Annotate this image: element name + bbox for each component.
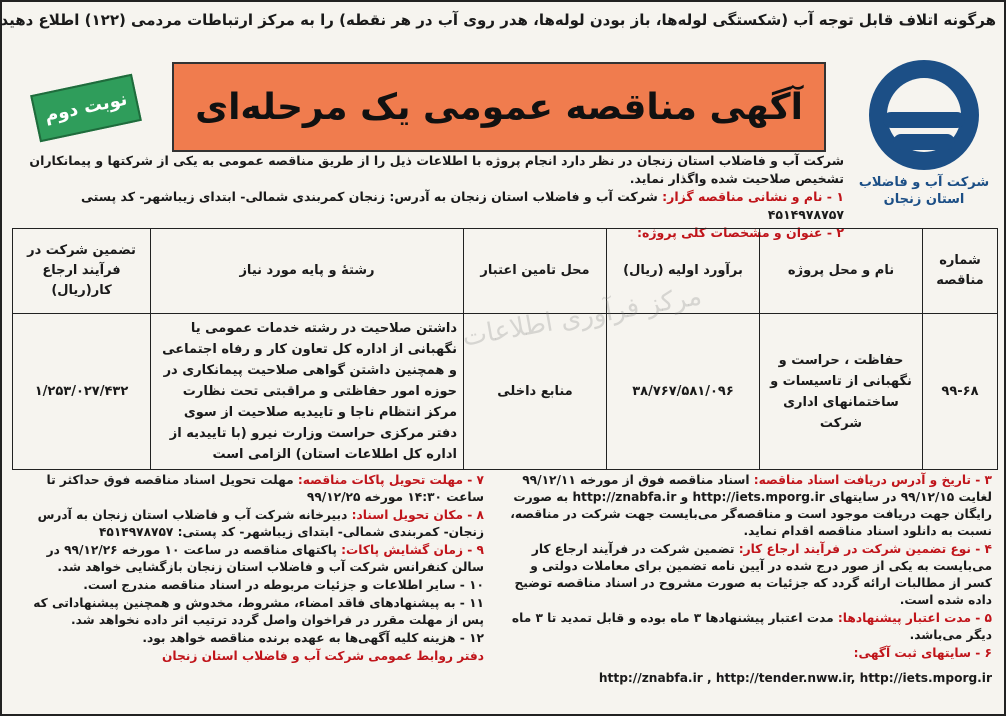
p3-label: ۳ - تاریخ و آدرس دریافت اسناد مناقصه: <box>753 473 992 487</box>
p12-text: ۱۲ - هزینه کلیه آگهی‌ها به عهده برنده مناقصه خواهد بود. <box>142 631 484 645</box>
p5-label: ۵ - مدت اعتبار پیشنهادها: <box>837 611 992 625</box>
project-table <box>12 228 998 470</box>
p7-label: ۷ - مهلت تحویل پاکات مناقصه: <box>297 473 484 487</box>
header-project: نام و محل پروژه <box>760 229 923 314</box>
header-funding: محل تامین اعتبار <box>464 229 607 314</box>
p4-text: تضمین شرکت در فرآیند ارجاع کار می‌بایست به یکی از صور درج شده در آیین نامه تضمین برای معاملات دولتی و کسر از مطالبات ارائه گردد که جزئیات به صورت مشروح در اسناد مناقصه توضیح داده شده است. <box>514 542 992 607</box>
header-estimate: برآورد اولیه (ریال) <box>607 229 760 314</box>
notice-title: آگهی مناقصه عمومی یک مرحله‌ای <box>172 62 826 152</box>
p9-label: ۹ - زمان گشایش پاکات: <box>341 543 484 557</box>
p6-label: ۶ - سایتهای ثبت آگهی: <box>853 646 992 660</box>
p8-label: ۸ - مکان تحویل اسناد: <box>351 508 484 522</box>
right-column <box>506 472 992 687</box>
header-guarantee: تضمین شرکت در فرآیند ارجاع کار(ریال) <box>13 229 151 314</box>
second-round-badge: نوبت دوم <box>30 74 142 143</box>
header-number: شماره مناقصه <box>923 229 998 314</box>
company-logo <box>858 60 990 210</box>
left-column <box>14 472 484 666</box>
cell-guarantee: ۱/۲۵۳/۰۲۷/۴۳۲ <box>13 314 151 470</box>
item1-text: شرکت آب و فاضلاب استان زنجان به آدرس: زنجان کمربندی شمالی- ابتدای زیباشهر- کد پستی ۴۵۱۴۹۷۸۷۵۷ <box>80 189 844 222</box>
cell-requirements: داشتن صلاحیت در رشته خدمات عمومی یا نگهبانی از اداره کل تعاون کار و رفاه اجتماعی و همچنین داشتن گواهی صلاحیت پیمانکاری در حوزه امور حفاظتی و مراقبتی تحت نظارت مرکز انتظام ناجا و تاییدیه صلاحیت از سوی دفتر مرکزی حراست وزارت نیرو (با تاییدیه از اداره کل اطلاعات استان) الزامی است <box>151 314 464 470</box>
p11-text: ۱۱ - به پیشنهادهای فاقد امضاء، مشروط، مخدوش و همچنین پیشنهاداتی که پس از مهلت مقرر در فراخوان واصل گردد ترتیب اثر داده نخواهد شد. <box>33 596 484 627</box>
header-requirements: رشتهٔ و پایه مورد نیاز <box>151 229 464 314</box>
p3-text: اسناد مناقصه فوق از مورخه ۹۹/۱۲/۱۱ لغایت ۹۹/۱۲/۱۵ در سایتهای http://iets.mporg.ir و http://znabfa.ir به صورت رایگان جهت دریافت موجود است و مناقصه‌گر می‌بایست جهت شرکت در مناقصه، نسبت به دانلود اسناد مناقصه اقدام نماید. <box>510 473 992 538</box>
p10-text: ۱۰ - سایر اطلاعات و جزئیات مربوطه در اسناد مناقصه مندرج است. <box>83 578 484 592</box>
p5-text: مدت اعتبار پیشنهادها ۳ ماه بوده و قابل تمدید تا ۳ ماه دیگر می‌باشد. <box>511 611 992 642</box>
p4-label: ۴ - نوع تضمین شرکت در فرآیند ارجاع کار: <box>738 542 992 556</box>
intro-text: شرکت آب و فاضلاب استان زنجان در نظر دارد انجام پروژه با اطلاعات ذیل را از طریق مناقصه عمومی به یکی از شرکتها و پیمانکاران تشخیص صلاحیت شده واگذار نماید. <box>29 153 844 186</box>
website-links[interactable]: http://znabfa.ir , http://tender.nww.ir, http://iets.mporg.ir <box>598 671 992 685</box>
logo-line1: شرکت آب و فاضلاب <box>858 175 990 190</box>
top-banner: هرگونه اتلاف قابل توجه آب (شکستگی لوله‌ها، باز بودن لوله‌ها، هدر روی آب در هر نقطه) را به مرکز ارتباطات مردمی (۱۲۲) اطلاع دهید <box>0 11 996 29</box>
watermark-text: مرکز فرآوری اطلاعات <box>460 281 704 353</box>
cell-estimate: ۳۸/۷۶۷/۵۸۱/۰۹۶ <box>607 314 760 470</box>
p9-text: پاکتهای مناقصه در ساعت ۱۰ مورخه ۹۹/۱۲/۲۶ در سالن کنفرانس شرکت آب و فاضلاب استان زنجان بازگشایی خواهد شد. <box>46 543 484 574</box>
cell-project: حفاظت ، حراست و نگهبانی از تاسیسات و ساختمانهای اداری شرکت <box>760 314 923 470</box>
table-header-row <box>13 229 998 314</box>
logo-line2: استان زنجان <box>883 192 965 207</box>
item1-label: ۱ - نام و نشانی مناقصه گزار: <box>662 189 844 204</box>
item2-label: ۲ - عنوان و مشخصات کلی پروژه: <box>636 225 844 240</box>
p8-text: دبیرخانه شرکت آب و فاضلاب استان زنجان به آدرس زنجان- کمربندی شمالی- ابتدای زیباشهر- کد پستی: ۴۵۱۴۹۷۸۷۵۷ <box>37 508 484 539</box>
table-row <box>13 314 998 470</box>
cell-number: ۹۹-۶۸ <box>923 314 998 470</box>
footer-signature: دفتر روابط عمومی شرکت آب و فاضلاب استان زنجان <box>161 649 484 663</box>
cell-funding: منابع داخلی <box>464 314 607 470</box>
p7-text: مهلت تحویل اسناد مناقصه فوق حداکثر تا ساعت ۱۴:۳۰ مورخه ۹۹/۱۲/۲۵ <box>46 473 484 504</box>
water-drop-logo-icon <box>869 60 979 170</box>
